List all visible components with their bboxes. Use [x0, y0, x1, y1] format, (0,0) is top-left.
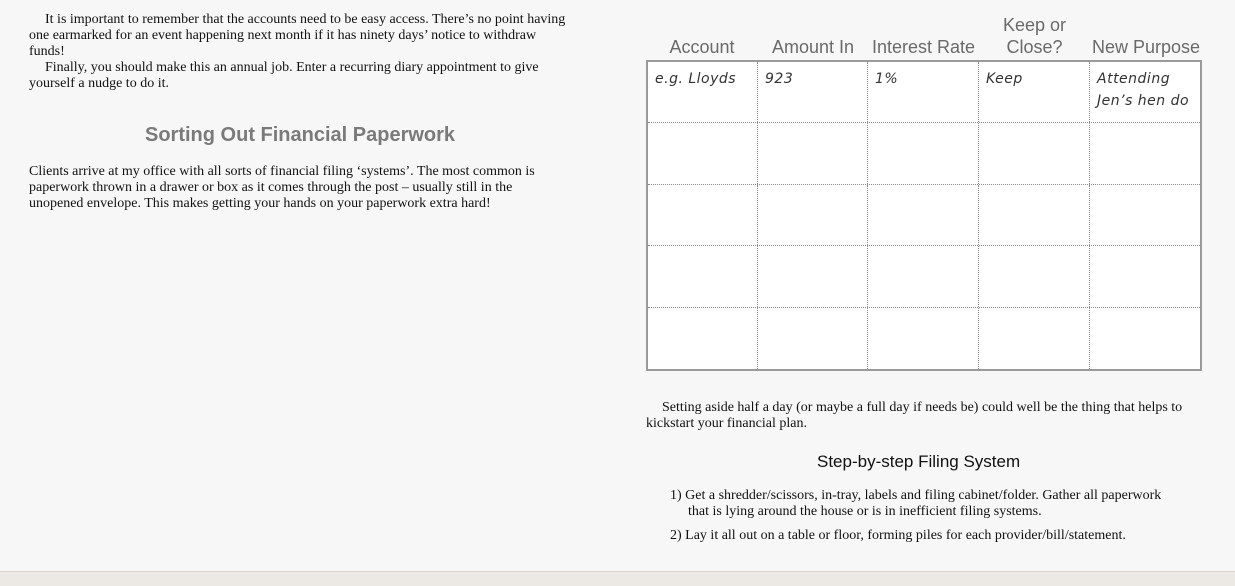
- table-cell: Keep: [979, 62, 1090, 122]
- table-cell: [758, 185, 868, 245]
- paragraph-annual-job: Finally, you should make this an annual job. Enter a recurring diary appointment to give yourself a nudge to do it.: [29, 60, 539, 91]
- table-row: [648, 123, 1200, 184]
- table-cell: 923: [758, 62, 868, 122]
- header-keep-or-close: Keep or Close?: [1002, 15, 1067, 57]
- paragraph-kickstart: Setting aside half a day (or maybe a full day if needs be) could well be the thing that helps to kickstart your financial plan.: [646, 400, 1183, 431]
- table-cell: [979, 246, 1090, 306]
- table-cell: [1090, 308, 1200, 369]
- table-cell: [868, 123, 979, 183]
- table-cell: [979, 123, 1090, 183]
- table-cell: [648, 308, 758, 369]
- table-cell: [1090, 246, 1200, 306]
- table-cell: 1%: [868, 62, 979, 122]
- table-cell: [1090, 185, 1200, 245]
- header-interest-rate: Interest Rate: [871, 37, 976, 57]
- paragraph-clients: Clients arrive at my office with all sorts of financial filing ‘systems’. The most common is paperwork thrown in a drawer or box as it comes through the post – usually still in the unopened envelope. This makes getting your hands on your paperwork extra hard!: [29, 164, 535, 211]
- table-cell: [979, 185, 1090, 245]
- table-body: [646, 60, 1202, 371]
- filing-steps-list: [670, 488, 1170, 552]
- table-cell: e.g. Lloyds: [648, 62, 758, 122]
- table-row: [648, 62, 1200, 123]
- table-row: [648, 308, 1200, 369]
- table-cell: [758, 246, 868, 306]
- table-cell: [648, 123, 758, 183]
- list-item: 2) Lay it all out on a table or floor, forming piles for each provider/bill/statement.: [670, 528, 1126, 543]
- table-cell: [648, 246, 758, 306]
- left-column: [29, 12, 574, 211]
- list-item: 1) Get a shredder/scissors, in-tray, labels and filing cabinet/folder. Gather all paperwork that is lying around the house or is in inefficient filing systems.: [670, 488, 1162, 519]
- header-new-purpose: New Purpose: [1091, 37, 1201, 57]
- table-header-row: [646, 12, 1202, 60]
- accounts-worksheet-table: [646, 12, 1202, 371]
- table-cell: [648, 185, 758, 245]
- section-heading: Sorting Out Financial Paperwork: [145, 124, 456, 146]
- viewer-bottom-bar: [0, 571, 1235, 586]
- table-cell: Attending Jen’s hen do: [1097, 71, 1190, 109]
- table-cell: [979, 308, 1090, 369]
- table-cell: [868, 246, 979, 306]
- table-cell: [758, 123, 868, 183]
- paragraph-easy-access: It is important to remember that the accounts need to be easy access. There’s no point having one earmarked for an event happening next month if it has ninety days’ notice to withdraw funds!: [29, 12, 566, 59]
- table-cell: [868, 185, 979, 245]
- filing-system-heading: Step-by-step Filing System: [817, 452, 1021, 471]
- table-cell: [758, 308, 868, 369]
- table-cell: [868, 308, 979, 369]
- header-account: Account: [669, 37, 735, 57]
- table-row: [648, 185, 1200, 246]
- table-row: [648, 246, 1200, 307]
- header-amount-in: Amount In: [771, 37, 855, 57]
- table-cell: [1090, 123, 1200, 183]
